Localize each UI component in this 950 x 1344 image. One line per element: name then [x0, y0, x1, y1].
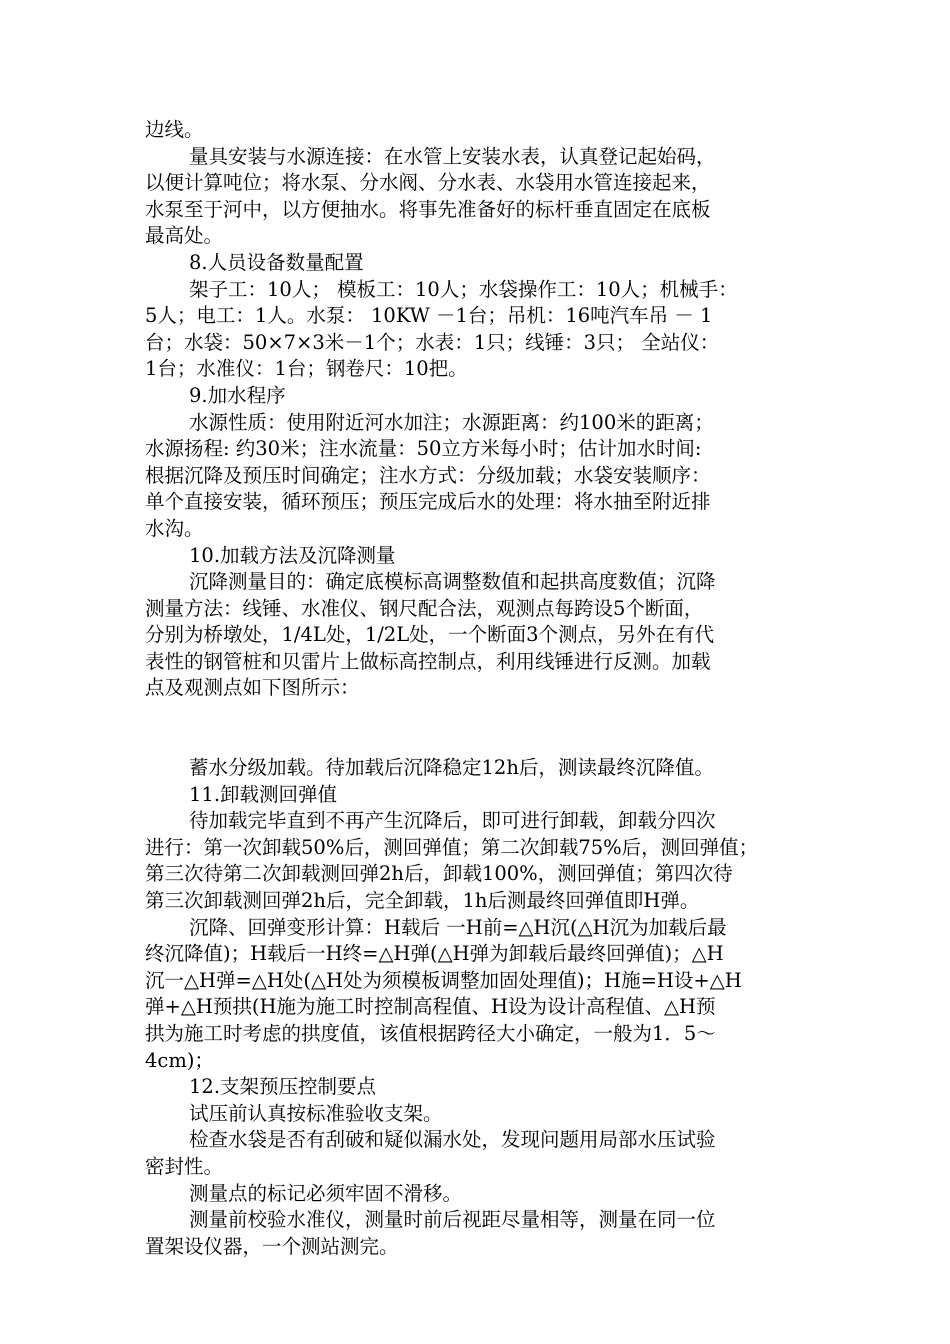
text-line: 架子工：10人； 模板工：10人；水袋操作工：10人；机械手： [189, 277, 738, 301]
text-line: 水源扬程: 约30米；注水流量：50立方米每小时；估计加水时间: [145, 437, 702, 461]
section-heading-10: 10.加载方法及沉降测量 [189, 543, 396, 567]
text-line: 根据沉降及预压时间确定；注水方式：分级加载；水袋安装顺序： [145, 463, 711, 487]
text-line: 表性的钢管桩和贝雷片上做标高控制点，利用线锤进行反测。加载 [145, 649, 711, 673]
text-line: 终沉降值)；H载后一H终=△H弹(△H弹为卸载后最终回弹值)；△H [145, 942, 724, 966]
text-line: 弹+△H预拱(H施为施工时控制高程值、H设为设计高程值、△H预 [145, 995, 716, 1019]
text-line: 测量方法：线锤、水准仪、钢尺配合法，观测点每跨设5个断面， [145, 596, 704, 620]
paragraph-settlement-measurement [145, 569, 811, 702]
document-body [145, 117, 811, 1260]
text-line: 以便计算吨位；将水泵、分水阀、分水表、水袋用水管连接起来， [145, 171, 711, 195]
paragraph-unloading [145, 808, 811, 914]
text-line: 第三次卸载测回弹2h后，完全卸载，1h后测最终回弹值即H弹。 [145, 889, 700, 913]
paragraph-measurement-marks [145, 1181, 811, 1208]
paragraph-personnel-equipment [145, 277, 811, 383]
text-line: 单个直接安装，循环预压；预压完成后水的处理：将水抽至附近排 [145, 490, 711, 514]
text-line: 密封性。 [145, 1154, 224, 1178]
text-line: 沉一△H弹=△H处(△H处为须模板调整加固处理值)；H施=H设+△H [145, 968, 742, 992]
text-line: 测量点的标记必须牢固不滑移。 [189, 1181, 463, 1205]
text-line: 5人；电工：1人。水泵： 10KW －1台；吊机：16吨汽车吊 － 1 [145, 304, 713, 328]
section-heading-12: 12.支架预压控制要点 [189, 1075, 377, 1099]
text-line: 检查水袋是否有刮破和疑似漏水处，发现问题用局部水压试验 [189, 1128, 716, 1152]
text-line: 台；水袋：50×7×3米－1个；水表：1只；线锤：3只； 全站仪： [145, 330, 720, 354]
text-line: 置架设仪器，一个测站测完。 [145, 1234, 399, 1258]
paragraph-water-procedure [145, 410, 811, 543]
section-heading-11: 11.卸载测回弹值 [189, 782, 338, 806]
paragraph-staged-loading [145, 755, 811, 782]
text-line: 待加载完毕直到不再产生沉降后，即可进行卸载，卸载分四次 [189, 809, 716, 833]
text-line: 1台；水准仪：1台；钢卷尺：10把。 [145, 357, 468, 381]
paragraph-continuation [145, 117, 811, 144]
paragraph-water-bag-check [145, 1127, 811, 1180]
text-line: 进行：第一次卸载50%后，测回弹值；第二次卸载75%后，测回弹值； [145, 835, 759, 859]
text-line: 测量前校验水准仪，测量时前后视距尽量相等，测量在同一位 [189, 1208, 716, 1232]
text-line: 水泵至于河中，以方便抽水。将事先准备好的标杆垂直固定在底板 [145, 197, 711, 221]
text-line: 水源性质：使用附近河水加注；水源距离：约100米的距离； [189, 410, 714, 434]
text-line: 4cm)； [145, 1048, 214, 1072]
text-line: 试压前认真按标准验收支架。 [189, 1101, 443, 1125]
text-line: 沉降测量目的：确定底模标高调整数值和起拱高度数值；沉降 [189, 570, 716, 594]
text-line: 水沟。 [145, 516, 204, 540]
text-line: 第三次待第二次卸载测回弹2h后，卸载100%，测回弹值；第四次待 [145, 862, 733, 886]
paragraph-deformation-calculation [145, 915, 811, 1075]
text-line: 边线。 [145, 118, 204, 141]
text-line: 点及观测点如下图所示： [145, 676, 360, 700]
paragraph-level-calibration [145, 1207, 811, 1260]
text-line: 拱为施工时考虑的拱度值，该值根据跨径大小确定，一般为1．5～ [145, 1022, 716, 1045]
text-line: 量具安装与水源连接：在水管上安装水表，认真登记起始码， [189, 144, 716, 168]
paragraph-acceptance [145, 1101, 811, 1128]
section-heading-9: 9.加水程序 [189, 383, 286, 407]
text-line: 沉降、回弹变形计算：H载后 一H前=△H沉(△H沉为加载后最 [189, 915, 727, 939]
figure-placeholder-space [145, 702, 811, 755]
section-heading-8: 8.人员设备数量配置 [189, 250, 364, 274]
text-line: 分别为桥墩处，1/4L处，1/2L处，一个断面3个测点，另外在有代 [145, 623, 715, 647]
paragraph-gauge-installation [145, 144, 811, 250]
text-line: 蓄水分级加载。待加载后沉降稳定12h后，测读最终沉降值。 [189, 756, 714, 780]
text-line: 最高处。 [145, 224, 224, 248]
